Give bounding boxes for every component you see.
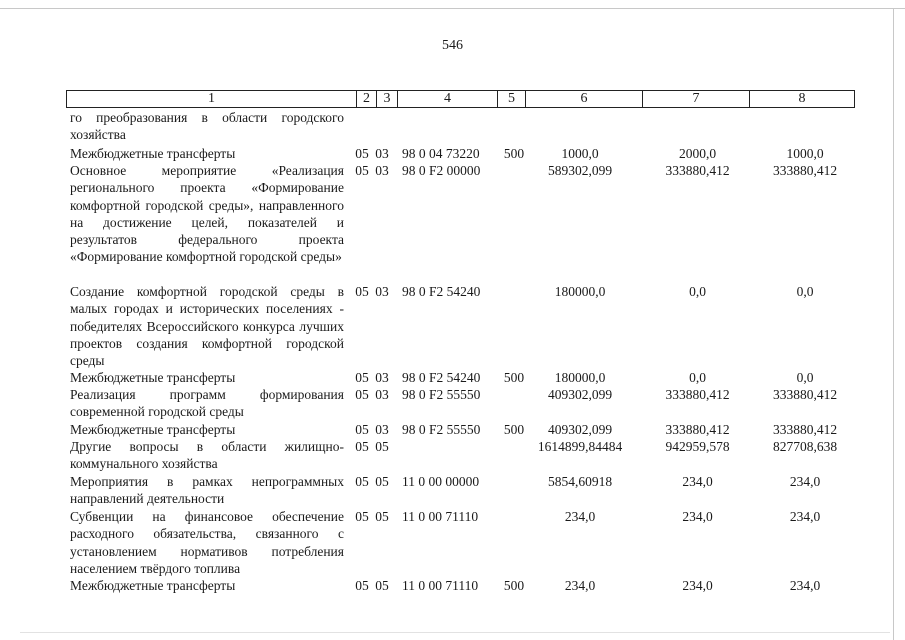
row-csr: 98 0 04 73220 xyxy=(402,146,480,161)
row-value-1: 180000,0 xyxy=(554,284,606,299)
row-name: го преобразования в области городского хозяйства xyxy=(70,110,344,143)
row-pr: 05 xyxy=(375,509,389,524)
row-value-2: 0,0 xyxy=(689,284,706,299)
row-value-3: 234,0 xyxy=(789,578,821,593)
row-csr: 11 0 00 00000 xyxy=(402,474,480,489)
row-pr: 05 xyxy=(375,474,389,489)
row-name: Межбюджетные трансферты xyxy=(70,422,236,437)
row-rz: 05 xyxy=(355,422,369,437)
row-csr: 11 0 00 71110 xyxy=(402,578,479,593)
row-name: Другие вопросы в области жилищно-коммунального хозяйства xyxy=(70,439,344,472)
row-value-2: 333880,412 xyxy=(665,387,730,402)
row-pr: 05 xyxy=(375,439,389,454)
row-rz: 05 xyxy=(355,146,369,161)
row-name: Межбюджетные трансферты xyxy=(70,370,236,385)
row-value-3: 827708,638 xyxy=(772,439,838,454)
row-name: Реализация программ формирования современной городской среды xyxy=(70,387,344,420)
row-value-2: 2000,0 xyxy=(678,146,717,161)
row-value-2: 234,0 xyxy=(682,474,713,489)
header-col-7: 7 xyxy=(642,91,749,107)
row-name: Субвенции на финансовое обеспечение расходного обязательства, связанного с установлением нормативов потребления населением твёрдого топлива xyxy=(70,509,344,576)
header-col-8: 8 xyxy=(749,91,854,107)
row-vr: 500 xyxy=(503,578,525,593)
row-csr: 98 0 F2 54240 xyxy=(402,370,481,385)
row-value-1: 409302,099 xyxy=(547,422,613,437)
row-value-2: 234,0 xyxy=(682,578,713,593)
header-col-5: 5 xyxy=(497,91,525,107)
row-value-3: 0,0 xyxy=(796,370,814,385)
row-csr: 98 0 F2 55550 xyxy=(402,422,481,437)
row-pr: 03 xyxy=(375,387,389,402)
row-vr: 500 xyxy=(503,370,525,385)
row-value-3: 333880,412 xyxy=(772,163,838,178)
header-col-3: 3 xyxy=(376,91,397,107)
row-value-3: 1000,0 xyxy=(786,146,824,161)
row-value-1: 589302,099 xyxy=(547,163,613,178)
row-rz: 05 xyxy=(355,439,369,454)
table-header xyxy=(66,90,855,108)
row-rz: 05 xyxy=(355,578,369,593)
row-name: Межбюджетные трансферты xyxy=(70,578,236,593)
row-pr: 03 xyxy=(375,146,389,161)
row-rz: 05 xyxy=(355,509,369,524)
page-edge-top xyxy=(0,8,905,9)
row-csr: 98 0 F2 54240 xyxy=(402,284,481,299)
row-value-2: 0,0 xyxy=(689,370,706,385)
row-rz: 05 xyxy=(355,387,369,402)
row-value-2: 333880,412 xyxy=(665,422,730,437)
row-name: Основное мероприятие «Реализация регионального проекта «Формирование комфортной городской среды», направленного на достижение целей, показателей и результатов федерального проекта «Формирование комфортной городской среды» xyxy=(70,163,344,265)
header-col-4: 4 xyxy=(397,91,497,107)
row-value-1: 409302,099 xyxy=(547,387,613,402)
row-value-1: 1614899,84484 xyxy=(537,439,623,454)
page-number: 546 xyxy=(442,38,463,53)
row-value-1: 5854,60918 xyxy=(547,474,613,489)
scan-artifact-line xyxy=(20,632,890,633)
header-col-2: 2 xyxy=(356,91,376,107)
row-rz: 05 xyxy=(355,284,369,299)
row-pr: 03 xyxy=(375,284,389,299)
row-value-2: 942959,578 xyxy=(665,439,730,454)
header-col-6: 6 xyxy=(525,91,642,107)
row-csr: 11 0 00 71110 xyxy=(402,509,479,524)
row-pr: 03 xyxy=(375,163,389,178)
row-value-3: 0,0 xyxy=(796,284,814,299)
row-pr: 03 xyxy=(375,422,389,437)
row-csr: 98 0 F2 55550 xyxy=(402,387,481,402)
row-pr: 03 xyxy=(375,370,389,385)
row-value-2: 234,0 xyxy=(682,509,713,524)
row-pr: 05 xyxy=(375,578,389,593)
row-name: Межбюджетные трансферты xyxy=(70,146,236,161)
row-value-2: 333880,412 xyxy=(665,163,730,178)
row-vr: 500 xyxy=(503,422,525,437)
row-rz: 05 xyxy=(355,474,369,489)
row-name: Мероприятия в рамках непрограммных направлений деятельности xyxy=(70,474,344,507)
row-value-1: 234,0 xyxy=(564,509,596,524)
row-value-1: 234,0 xyxy=(564,578,596,593)
row-vr: 500 xyxy=(503,146,525,161)
row-value-1: 1000,0 xyxy=(561,146,599,161)
header-col-1: 1 xyxy=(208,91,215,106)
row-value-3: 234,0 xyxy=(789,509,821,524)
row-rz: 05 xyxy=(355,163,369,178)
page-edge-right xyxy=(893,8,894,640)
row-rz: 05 xyxy=(355,370,369,385)
row-value-3: 333880,412 xyxy=(772,387,838,402)
row-value-3: 234,0 xyxy=(789,474,821,489)
row-value-3: 333880,412 xyxy=(772,422,838,437)
row-csr: 98 0 F2 00000 xyxy=(402,163,481,178)
row-value-1: 180000,0 xyxy=(554,370,606,385)
row-name: Создание комфортной городской среды в малых городах и исторических поселениях - победителях Всероссийского конкурса лучших проектов создания комфортной городской среды xyxy=(70,284,344,369)
